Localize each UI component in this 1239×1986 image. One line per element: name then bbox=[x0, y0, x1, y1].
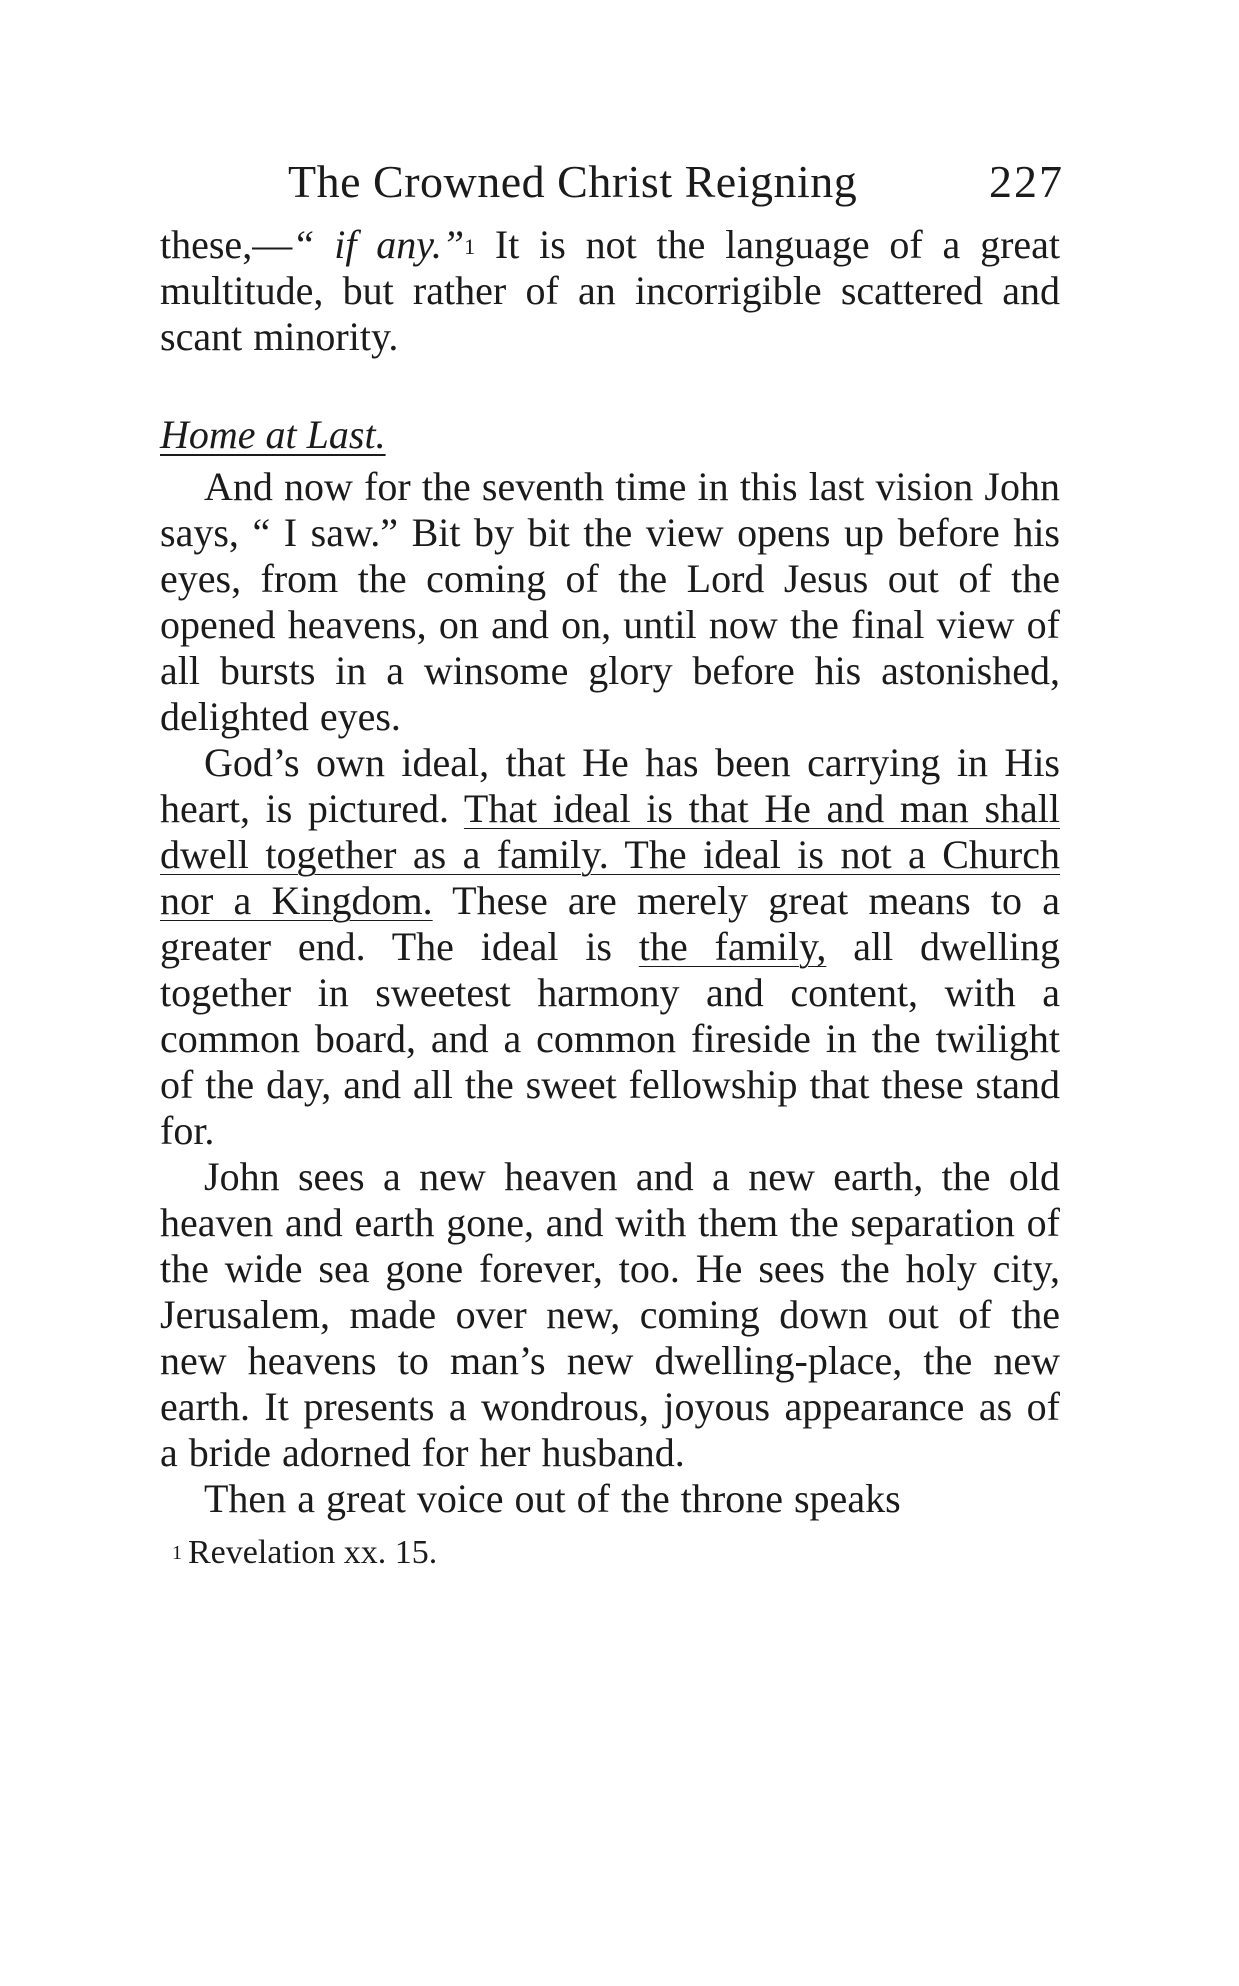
underlined-passage: That ideal is that He and man shall dwell together as a family. The ideal is not a Church nor a Kingdom. bbox=[160, 786, 1060, 923]
running-title: The Crowned Christ Reigning bbox=[288, 156, 858, 207]
footnote bbox=[172, 1532, 1060, 1574]
footnote-reference: 1 bbox=[464, 234, 476, 259]
paragraph-text: all dwelling together in sweetest harmony and content, with a common board, and a common fireside in the twilight of the day, and all the sweet fellowship that these stand for. bbox=[160, 924, 1060, 1153]
section-heading: Home at Last. bbox=[160, 412, 386, 457]
paragraph-text: It is not the language of a great multitude, but rather of an incorrigible scattered and scant minority. bbox=[160, 222, 1061, 359]
paragraph-text: God’s own ideal, that He has been carrying in His heart, is pictured. bbox=[160, 740, 1060, 831]
paragraph: And now for the seventh time in this last vision John says, “ I saw.” Bit by bit the view opens up before his eyes, from the coming of the Lord Jesus out of the opened heavens, on and on, until now the final view of all bursts in a winsome glory before his astonished, delighted eyes. bbox=[160, 464, 1060, 739]
page-number: 227 bbox=[989, 156, 1064, 207]
footnote-text: Revelation xx. 15. bbox=[188, 1534, 438, 1571]
paragraph bbox=[160, 740, 1060, 1154]
footnote-mark: 1 bbox=[172, 1542, 182, 1564]
lead-text: these,— bbox=[160, 222, 293, 267]
underlined-phrase: the family, bbox=[638, 924, 827, 969]
paragraph: Then a great voice out of the throne speaks bbox=[204, 1476, 901, 1521]
paragraph-continuation bbox=[160, 222, 1060, 360]
running-head bbox=[160, 150, 1064, 214]
paragraph-text: These are merely great means to a greater end. The ideal is bbox=[160, 878, 1061, 969]
quoted-phrase: “ if any.” bbox=[292, 222, 465, 267]
book-page bbox=[160, 150, 1064, 1574]
paragraph: John sees a new heaven and a new earth, the old heaven and earth gone, and with them the separation of the wide sea gone forever, too. He sees the holy city, Jerusalem, made over new, coming down out of the new heavens to man’s new dwelling-place, the new earth. It presents a wondrous, joyous appearance as of a bride adorned for her husband. bbox=[160, 1154, 1060, 1475]
